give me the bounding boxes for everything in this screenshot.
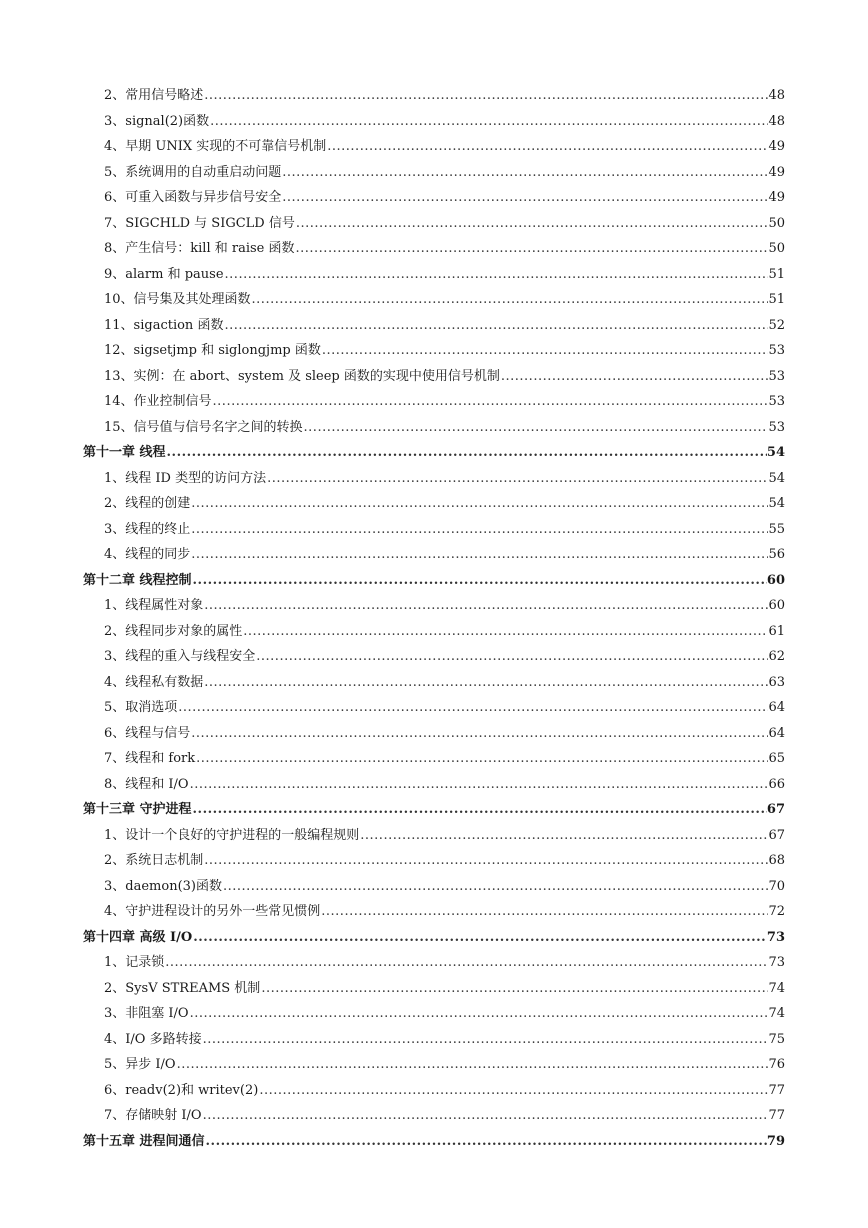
toc-title: 1、记录锁: [104, 955, 165, 970]
dot-leader: [196, 746, 768, 772]
toc-title: 15、信号值与信号名字之间的转换: [104, 419, 303, 435]
toc-title: 10、信号集及其处理函数: [104, 292, 251, 307]
dot-leader: [327, 134, 768, 160]
toc-page-number: 66: [768, 776, 785, 792]
toc-page-number: 63: [768, 674, 785, 690]
dot-leader: [191, 721, 768, 747]
toc-entry-row[interactable]: [0, 338, 868, 364]
dot-leader: [259, 1078, 768, 1104]
toc-entry-row[interactable]: [0, 415, 868, 441]
toc-entry-row[interactable]: [0, 134, 868, 160]
toc-entry-row[interactable]: [0, 109, 868, 135]
toc-entry-row[interactable]: [0, 236, 868, 262]
toc-entry-row[interactable]: [0, 644, 868, 670]
toc-entry-row[interactable]: [0, 262, 868, 288]
toc-title: 3、daemon(3)函数: [104, 878, 222, 894]
toc-page-number: 74: [768, 980, 785, 996]
dot-leader: [210, 109, 768, 135]
toc-page-number: 49: [768, 190, 785, 205]
toc-title: 7、SIGCHLD 与 SIGCLD 信号: [104, 215, 295, 231]
dot-leader: [204, 848, 768, 874]
dot-leader: [203, 1027, 769, 1053]
toc-title: 2、常用信号略述: [104, 88, 204, 103]
dot-leader: [282, 185, 768, 211]
toc-page-number: 54: [768, 496, 785, 511]
toc-entry-row[interactable]: [0, 160, 868, 186]
dot-leader: [190, 772, 769, 798]
dot-leader: [177, 1052, 769, 1078]
toc-title: 7、线程和 fork: [104, 751, 196, 766]
toc-page-number: 49: [768, 164, 785, 180]
dot-leader: [225, 262, 769, 288]
toc-page-number: 76: [768, 1057, 785, 1072]
toc-entry-row[interactable]: [0, 1001, 868, 1027]
toc-entry-row[interactable]: [0, 670, 868, 696]
toc-title: 8、产生信号：kill 和 raise 函数: [104, 241, 295, 256]
dot-leader: [256, 644, 768, 670]
toc-page-number: 77: [768, 1082, 785, 1098]
toc-title: 第十四章 高级 I/O: [83, 929, 193, 945]
toc-entry-row[interactable]: [0, 287, 868, 313]
toc-page-number: 72: [768, 904, 785, 919]
toc-page-number: 74: [768, 1006, 785, 1021]
toc-entry-row[interactable]: [0, 389, 868, 415]
dot-leader: [191, 491, 768, 517]
toc-chapter-row[interactable]: [0, 1129, 868, 1155]
toc-entry-row[interactable]: [0, 491, 868, 517]
toc-entry-row[interactable]: [0, 695, 868, 721]
dot-leader: [501, 364, 769, 390]
toc-title: 3、非阻塞 I/O: [104, 1006, 189, 1021]
dot-leader: [193, 568, 767, 594]
toc-page-number: 50: [768, 241, 785, 256]
toc-entry-row[interactable]: [0, 848, 868, 874]
dot-leader: [178, 695, 768, 721]
dot-leader: [213, 389, 769, 415]
toc-page-number: 53: [768, 343, 785, 358]
dot-leader: [304, 415, 769, 441]
toc-title: 2、系统日志机制: [104, 853, 204, 868]
dot-leader: [204, 670, 768, 696]
toc-title: 1、设计一个良好的守护进程的一般编程规则: [104, 827, 360, 843]
toc-page-number: 49: [768, 139, 785, 154]
toc-title: 9、alarm 和 pause: [104, 266, 224, 282]
toc-page-number: 64: [768, 725, 785, 741]
dot-leader: [191, 542, 768, 568]
toc-entry-row[interactable]: [0, 1052, 868, 1078]
dot-leader: [167, 440, 767, 466]
toc-entry-row[interactable]: [0, 466, 868, 492]
dot-leader: [165, 950, 768, 976]
toc-page-number: 53: [768, 419, 785, 435]
toc-page-number: 50: [768, 215, 785, 231]
toc-page-number: 48: [768, 113, 785, 129]
toc-entry-row[interactable]: [0, 593, 868, 619]
toc-title: 5、取消选项: [104, 700, 178, 715]
toc-title: 5、系统调用的自动重启动问题: [104, 164, 282, 180]
toc-page-number: 48: [768, 88, 785, 103]
toc-page-number: 79: [766, 1133, 785, 1149]
toc-entry-row[interactable]: [0, 976, 868, 1002]
toc-title: 6、可重入函数与异步信号安全: [104, 190, 282, 205]
dot-leader: [204, 83, 768, 109]
toc-title: 3、signal(2)函数: [104, 113, 210, 129]
toc-title: 6、线程与信号: [104, 725, 191, 741]
toc-title: 11、sigaction 函数: [104, 317, 224, 333]
toc-page-number: 55: [768, 521, 785, 537]
toc-entry-row[interactable]: [0, 1078, 868, 1104]
toc-page-number: 51: [768, 266, 785, 282]
toc-entry-row[interactable]: [0, 542, 868, 568]
toc-title: 4、线程私有数据: [104, 674, 204, 690]
toc-entry-row[interactable]: [0, 313, 868, 339]
toc-chapter-row[interactable]: [0, 440, 868, 466]
toc-page-number: 53: [768, 368, 785, 384]
toc-title: 3、线程的终止: [104, 521, 191, 537]
toc-entry-row[interactable]: [0, 185, 868, 211]
dot-leader: [267, 466, 768, 492]
toc-title: 2、线程同步对象的属性: [104, 623, 243, 639]
toc-page-number: 73: [766, 929, 785, 945]
toc-page-number: 54: [766, 445, 785, 460]
toc-title: 7、存储映射 I/O: [104, 1108, 202, 1123]
dot-leader: [206, 1129, 767, 1155]
dot-leader: [360, 823, 768, 849]
toc-page-number: 77: [768, 1108, 785, 1123]
toc-page-number: 54: [768, 470, 785, 486]
dot-leader: [193, 925, 767, 951]
toc-entry-row[interactable]: [0, 823, 868, 849]
toc-entry-row[interactable]: [0, 517, 868, 543]
toc-entry-row[interactable]: [0, 619, 868, 645]
toc-entry-row[interactable]: [0, 721, 868, 747]
dot-leader: [261, 976, 768, 1002]
dot-leader: [223, 874, 768, 900]
table-of-contents: [0, 83, 868, 1154]
toc-page-number: 60: [766, 572, 785, 588]
toc-title: 1、线程 ID 类型的访问方法: [104, 470, 267, 486]
toc-page-number: 75: [768, 1031, 785, 1047]
toc-title: 第十一章 线程: [83, 445, 166, 460]
toc-title: 5、异步 I/O: [104, 1057, 176, 1072]
dot-leader: [243, 619, 768, 645]
toc-page-number: 60: [768, 598, 785, 613]
dot-leader: [203, 1103, 769, 1129]
toc-page-number: 73: [768, 955, 785, 970]
toc-page-number: 51: [768, 292, 785, 307]
dot-leader: [204, 593, 768, 619]
toc-entry-row[interactable]: [0, 950, 868, 976]
toc-title: 14、作业控制信号: [104, 394, 212, 409]
toc-entry-row[interactable]: [0, 1103, 868, 1129]
dot-leader: [321, 899, 768, 925]
toc-page-number: 52: [768, 317, 785, 333]
toc-entry-row[interactable]: [0, 899, 868, 925]
toc-page-number: 67: [766, 802, 785, 817]
toc-entry-row[interactable]: [0, 83, 868, 109]
toc-chapter-row[interactable]: [0, 568, 868, 594]
toc-title: 6、readv(2)和 writev(2): [104, 1082, 259, 1098]
toc-entry-row[interactable]: [0, 364, 868, 390]
toc-page-number: 65: [768, 751, 785, 766]
toc-chapter-row[interactable]: [0, 925, 868, 951]
toc-page-number: 61: [768, 623, 785, 639]
toc-entry-row[interactable]: [0, 772, 868, 798]
dot-leader: [252, 287, 769, 313]
toc-title: 2、线程的创建: [104, 496, 191, 511]
toc-title: 第十三章 守护进程: [83, 802, 192, 817]
toc-title: 第十二章 线程控制: [83, 572, 192, 588]
toc-title: 第十五章 进程间通信: [83, 1133, 205, 1149]
dot-leader: [296, 236, 769, 262]
toc-title: 12、sigsetjmp 和 siglongjmp 函数: [104, 343, 321, 358]
toc-title: 3、线程的重入与线程安全: [104, 649, 256, 664]
toc-page-number: 70: [768, 878, 785, 894]
dot-leader: [282, 160, 768, 186]
toc-entry-row[interactable]: [0, 874, 868, 900]
toc-page-number: 62: [768, 649, 785, 664]
toc-title: 4、守护进程设计的另外一些常见惯例: [104, 904, 321, 919]
dot-leader: [296, 211, 769, 237]
toc-page-number: 56: [768, 547, 785, 562]
toc-title: 4、I/O 多路转接: [104, 1031, 202, 1047]
toc-page-number: 67: [768, 827, 785, 843]
dot-leader: [322, 338, 769, 364]
toc-page-number: 68: [768, 853, 785, 868]
toc-title: 4、线程的同步: [104, 547, 191, 562]
toc-entry-row[interactable]: [0, 211, 868, 237]
dot-leader: [224, 313, 768, 339]
toc-title: 8、线程和 I/O: [104, 776, 189, 792]
toc-entry-row[interactable]: [0, 746, 868, 772]
toc-title: 2、SysV STREAMS 机制: [104, 980, 261, 996]
toc-entry-row[interactable]: [0, 1027, 868, 1053]
toc-chapter-row[interactable]: [0, 797, 868, 823]
toc-title: 4、早期 UNIX 实现的不可靠信号机制: [104, 139, 327, 154]
dot-leader: [193, 797, 767, 823]
dot-leader: [190, 1001, 769, 1027]
toc-page-number: 64: [768, 700, 785, 715]
toc-title: 13、实例：在 abort、system 及 sleep 函数的实现中使用信号机制: [104, 368, 500, 384]
toc-title: 1、线程属性对象: [104, 598, 204, 613]
toc-page-number: 53: [768, 394, 785, 409]
dot-leader: [191, 517, 768, 543]
